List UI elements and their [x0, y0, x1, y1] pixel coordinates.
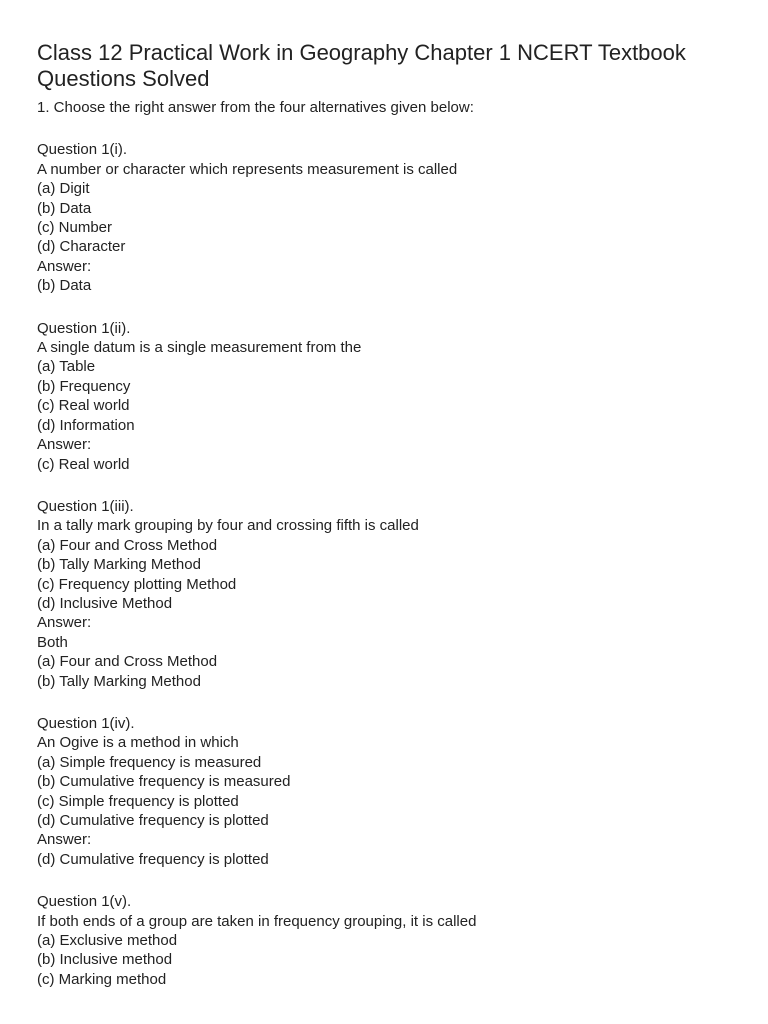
- intro-text: 1. Choose the right answer from the four alternatives given below:: [37, 99, 474, 116]
- answer-option: (a) Digit: [37, 180, 90, 198]
- answer-option: (c) Marking method: [37, 970, 167, 988]
- page-title: Class 12 Practical Work in Geography Chapter 1 NCERT Textbook Questions Solved: [37, 40, 686, 91]
- answer-option: (b) Data: [37, 199, 92, 217]
- question-text: In a tally mark grouping by four and crossing fifth is called: [37, 517, 419, 535]
- question-heading: Question 1(ii).: [37, 319, 131, 337]
- answer-text: (d) Cumulative frequency is plotted: [37, 850, 269, 868]
- answer-option: (d) Inclusive Method: [37, 594, 173, 612]
- answer-text: Both: [37, 633, 68, 651]
- answer-label: Answer:: [37, 436, 92, 454]
- answer-option: (c) Real world: [37, 397, 130, 415]
- question-block: [37, 892, 737, 989]
- question-heading: Question 1(iii).: [37, 497, 134, 515]
- document-page: [37, 40, 737, 1012]
- question-block: [37, 140, 737, 295]
- answer-text: (c) Real world: [37, 455, 130, 473]
- answer-option: (d) Character: [37, 238, 126, 256]
- question-text: An Ogive is a method in which: [37, 734, 239, 752]
- answer-label: Answer:: [37, 614, 92, 632]
- answer-option: (a) Table: [37, 358, 96, 376]
- answer-text: (a) Four and Cross Method: [37, 653, 218, 671]
- answer-label: Answer:: [37, 257, 92, 275]
- answer-option: (c) Number: [37, 219, 113, 237]
- question-heading: Question 1(v).: [37, 893, 132, 911]
- answer-text: (b) Tally Marking Method: [37, 672, 201, 690]
- answer-option: (c) Frequency plotting Method: [37, 575, 237, 593]
- question-block: [37, 497, 737, 691]
- answer-option: (d) Cumulative frequency is plotted: [37, 812, 269, 829]
- answer-option: (c) Simple frequency is plotted: [37, 792, 239, 810]
- question-heading: Question 1(iv).: [37, 714, 135, 732]
- answer-label: Answer:: [37, 831, 92, 849]
- answer-option: (d) Information: [37, 416, 135, 434]
- question-heading: Question 1(i).: [37, 141, 128, 159]
- answer-option: (b) Tally Marking Method: [37, 556, 201, 574]
- answer-option: (b) Cumulative frequency is measured: [37, 773, 291, 791]
- answer-option: (b) Frequency: [37, 377, 131, 395]
- answer-option: (a) Simple frequency is measured: [37, 753, 262, 771]
- answer-text: (b) Data: [37, 277, 92, 295]
- answer-option: (a) Exclusive method: [37, 932, 178, 950]
- question-list: [37, 140, 737, 989]
- question-text: If both ends of a group are taken in frequency grouping, it is called: [37, 912, 477, 930]
- question-block: [37, 714, 737, 869]
- question-block: [37, 319, 737, 474]
- answer-option: (b) Inclusive method: [37, 951, 173, 969]
- question-text: A number or character which represents measurement is called: [37, 160, 458, 178]
- answer-option: (a) Four and Cross Method: [37, 536, 218, 554]
- question-text: A single datum is a single measurement from the: [37, 339, 362, 357]
